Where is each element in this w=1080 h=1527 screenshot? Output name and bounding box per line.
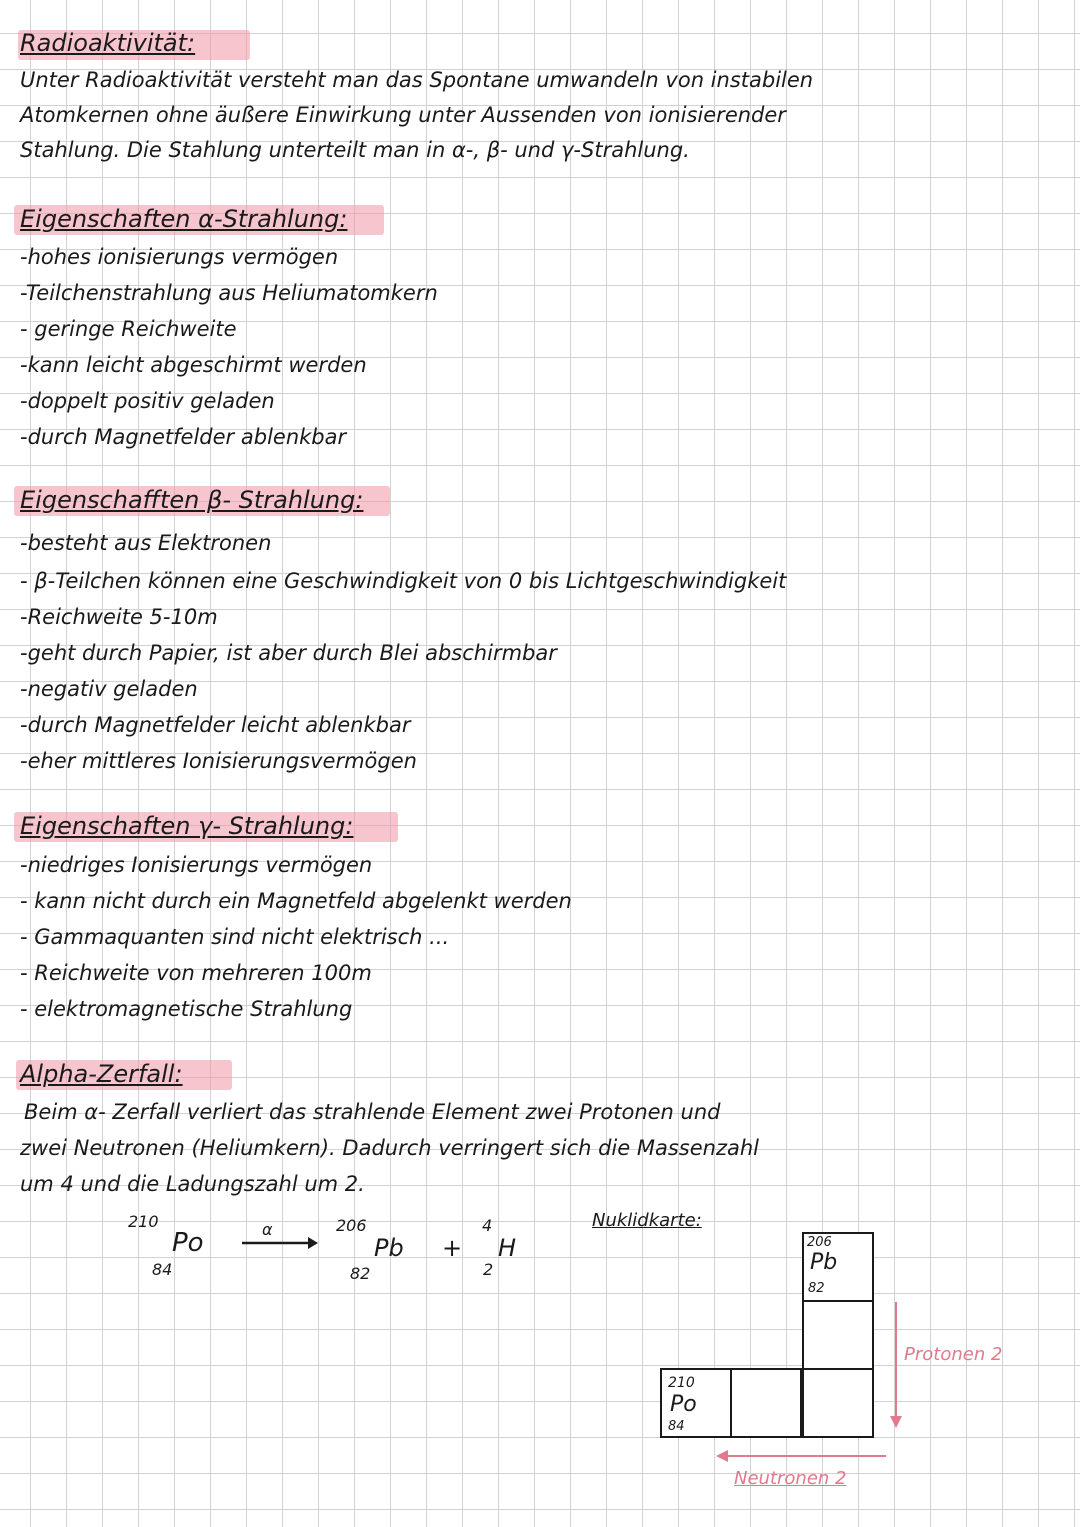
nuclide-cell-po — [660, 1368, 732, 1438]
arrow-label: α — [262, 1220, 273, 1239]
beta-line: -durch Magnetfelder leicht ablenkbar — [20, 713, 411, 737]
gamma-line: - elektromagnetische Strahlung — [20, 997, 353, 1021]
po-cell-mass: 210 — [668, 1375, 695, 1391]
po-cell-z: 84 — [668, 1419, 685, 1434]
protons-arrow — [886, 1300, 906, 1432]
radio-line: Stahlung. Die Stahlung unterteilt man in α-, β- und γ-Strahlung. — [20, 138, 690, 162]
alpha-line: -doppelt positiv geladen — [20, 389, 275, 413]
neutrons-label: Neutronen 2 — [734, 1468, 847, 1489]
beta-line: -negativ geladen — [20, 677, 198, 701]
beta-line: -geht durch Papier, ist aber durch Blei abschirmbar — [20, 641, 557, 665]
alpha-line: -durch Magnetfelder ablenkbar — [20, 425, 347, 449]
pb-atomic-number: 82 — [350, 1264, 371, 1283]
decay-line: zwei Neutronen (Heliumkern). Dadurch verringert sich die Massenzahl — [20, 1136, 759, 1160]
alpha-line: - geringe Reichweite — [20, 317, 237, 341]
nuclide-chart-label: Nuklidkarte: — [592, 1210, 702, 1231]
section-title-radioaktivitaet: Radioaktivität: — [20, 29, 196, 57]
po-mass-number: 210 — [128, 1212, 159, 1231]
gamma-line: - Reichweite von mehreren 100m — [20, 961, 372, 985]
gamma-line: -niedriges Ionisierungs vermögen — [20, 853, 373, 877]
nuclide-cell-empty — [802, 1368, 874, 1438]
pb-mass-number: 206 — [336, 1216, 367, 1235]
pb-symbol: Pb — [374, 1234, 404, 1262]
protons-label: Protonen 2 — [904, 1344, 1003, 1365]
reaction-arrow — [240, 1236, 320, 1250]
beta-line: -eher mittleres Ionisierungsvermögen — [20, 749, 417, 773]
he-mass-number: 4 — [482, 1216, 493, 1235]
po-cell-symbol: Po — [670, 1392, 697, 1417]
beta-line: -Reichweite 5-10m — [20, 605, 218, 629]
beta-line: - β-Teilchen können eine Geschwindigkeit von 0 bis Lichtgeschwindigkeit — [20, 569, 787, 593]
section-title-gamma: Eigenschaften γ- Strahlung: — [20, 812, 354, 840]
plus-sign: + — [442, 1234, 463, 1262]
po-symbol: Po — [172, 1228, 204, 1258]
section-title-alpha-decay: Alpha-Zerfall: — [20, 1060, 183, 1088]
radio-line: Unter Radioaktivität versteht man das Spontane umwandeln von instabilen — [20, 68, 814, 92]
alpha-line: -Teilchenstrahlung aus Heliumatomkern — [20, 281, 438, 305]
beta-line: -besteht aus Elektronen — [20, 531, 272, 555]
pb-cell-z: 82 — [808, 1281, 825, 1296]
section-title-alpha: Eigenschaften α-Strahlung: — [20, 205, 348, 233]
neutrons-arrow — [712, 1446, 892, 1470]
gamma-line: - Gammaquanten sind nicht elektrisch ... — [20, 925, 450, 949]
po-atomic-number: 84 — [152, 1260, 173, 1279]
he-atomic-number: 2 — [483, 1260, 494, 1279]
nuclide-cell-empty — [802, 1300, 874, 1370]
alpha-line: -hohes ionisierungs vermögen — [20, 245, 339, 269]
pb-cell-symbol: Pb — [810, 1250, 838, 1275]
gamma-line: - kann nicht durch ein Magnetfeld abgelenkt werden — [20, 889, 572, 913]
pb-cell-mass: 206 — [807, 1235, 832, 1250]
nuclide-cell-empty — [730, 1368, 802, 1438]
section-title-beta: Eigenschafften β- Strahlung: — [20, 486, 364, 514]
decay-line: um 4 und die Ladungszahl um 2. — [20, 1172, 365, 1196]
decay-line: Beim α- Zerfall verliert das strahlende Element zwei Protonen und — [24, 1100, 721, 1124]
he-symbol: H — [498, 1234, 517, 1262]
radio-line: Atomkernen ohne äußere Einwirkung unter Aussenden von ionisierender — [20, 103, 786, 127]
nuclide-cell-pb — [802, 1232, 874, 1302]
alpha-line: -kann leicht abgeschirmt werden — [20, 353, 367, 377]
